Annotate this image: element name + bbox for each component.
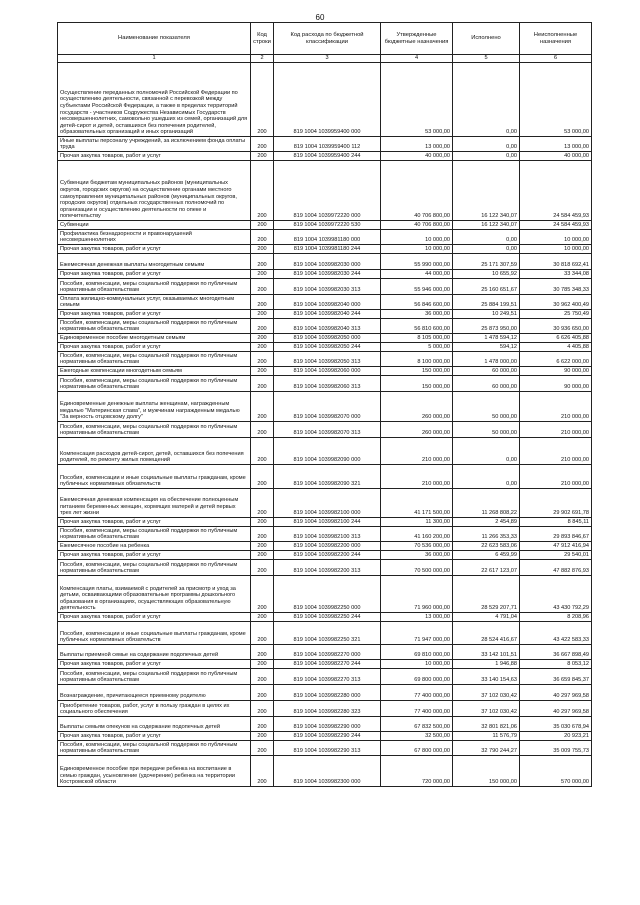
table-row xyxy=(58,756,592,787)
row-done: 33 140 154,63 xyxy=(453,669,520,685)
row-done: 32 790 244,27 xyxy=(453,741,520,756)
row-kbk: 819 1004 1039982290 244 xyxy=(274,732,381,741)
row-kbk: 819 1004 1039982300 000 xyxy=(274,756,381,787)
table-row xyxy=(58,660,592,669)
row-kbk: 819 1004 1039982030 244 xyxy=(274,270,381,279)
row-plan: 67 832 500,00 xyxy=(381,717,453,732)
row-code: 200 xyxy=(251,352,274,367)
row-plan: 40 706 800,00 xyxy=(381,221,453,230)
row-done: 0,00 xyxy=(453,245,520,254)
row-done: 4 791,04 xyxy=(453,613,520,622)
table-row xyxy=(58,152,592,161)
row-name: Профилактика безнадзорности и правонарушений несовершеннолетних xyxy=(58,230,251,245)
row-done: 150 000,00 xyxy=(453,756,520,787)
row-done: 28 529 207,71 xyxy=(453,576,520,613)
row-plan: 77 400 000,00 xyxy=(381,701,453,717)
table-row xyxy=(58,161,592,221)
table-row xyxy=(58,701,592,717)
row-done: 11 266 353,33 xyxy=(453,527,520,542)
row-code: 200 xyxy=(251,489,274,518)
row-name: Выплаты семьям опекунов на содержание подопечных детей xyxy=(58,717,251,732)
header-code: Код строки xyxy=(251,23,274,55)
row-code: 200 xyxy=(251,685,274,701)
row-rest: 10 000,00 xyxy=(520,245,592,254)
row-code: 200 xyxy=(251,319,274,334)
row-name: Компенсация платы, взимаемой с родителей за присмотр и уход за детьми, осваивающими образовательные программы дошкольного образования в организациях, осуществляющих образовательную деятельность xyxy=(58,576,251,613)
row-done: 50 000,00 xyxy=(453,422,520,438)
table-row xyxy=(58,576,592,613)
row-code: 200 xyxy=(251,701,274,717)
row-rest: 8 208,96 xyxy=(520,613,592,622)
table-row xyxy=(58,367,592,376)
row-code: 200 xyxy=(251,367,274,376)
table-row xyxy=(58,732,592,741)
row-plan: 77 400 000,00 xyxy=(381,685,453,701)
row-code: 200 xyxy=(251,551,274,560)
row-done: 1 478 594,12 xyxy=(453,334,520,343)
row-plan: 210 000,00 xyxy=(381,438,453,465)
row-name: Осуществление переданных полномочий Российской Федерации по осуществлению деятельности, связанной с перевозкой между субъектами Российской Федерации, а также в пределах территорий государств - участников Содружества Независимых Государств несовершеннолетних, самовольно ушедших из семей, организаций для детей-сирот и детей, оставшихся без попечения родителей, образовательных организаций и иных организаций xyxy=(58,63,251,137)
row-done: 11 576,79 xyxy=(453,732,520,741)
row-rest: 90 000,00 xyxy=(520,376,592,392)
row-kbk: 819 1004 1039982100 244 xyxy=(274,518,381,527)
header-row xyxy=(58,23,592,55)
row-done: 6 459,99 xyxy=(453,551,520,560)
row-name: Прочая закупка товаров, работ и услуг xyxy=(58,518,251,527)
row-done: 37 102 030,42 xyxy=(453,701,520,717)
row-rest: 29 893 846,67 xyxy=(520,527,592,542)
row-done: 25 884 199,51 xyxy=(453,295,520,310)
table-row xyxy=(58,319,592,334)
row-kbk: 819 1004 1039982280 323 xyxy=(274,701,381,717)
table-row xyxy=(58,669,592,685)
row-kbk: 819 1004 1039982050 000 xyxy=(274,334,381,343)
row-plan: 55 946 000,00 xyxy=(381,279,453,295)
page-number: 60 xyxy=(315,13,325,22)
row-rest: 8 845,11 xyxy=(520,518,592,527)
row-plan: 70 500 000,00 xyxy=(381,560,453,576)
row-plan: 36 000,00 xyxy=(381,310,453,319)
row-plan: 8 105 000,00 xyxy=(381,334,453,343)
row-done: 1 478 000,00 xyxy=(453,352,520,367)
row-name: Пособия, компенсации, меры социальной поддержки по публичным нормативным обязательствам xyxy=(58,527,251,542)
row-name: Пособия, компенсации, меры социальной поддержки по публичным нормативным обязательствам xyxy=(58,352,251,367)
row-rest: 10 000,00 xyxy=(520,230,592,245)
row-code: 200 xyxy=(251,542,274,551)
row-kbk: 819 1004 1039982060 313 xyxy=(274,376,381,392)
row-done: 16 122 340,07 xyxy=(453,161,520,221)
row-code: 200 xyxy=(251,622,274,645)
header-name: Наименование показателя xyxy=(58,23,251,55)
table-row xyxy=(58,489,592,518)
row-done: 0,00 xyxy=(453,152,520,161)
row-code: 200 xyxy=(251,613,274,622)
table-row xyxy=(58,279,592,295)
row-name: Пособия, компенсации, меры социальной поддержки по публичным нормативным обязательствам xyxy=(58,376,251,392)
row-kbk: 819 1004 1039972220 000 xyxy=(274,161,381,221)
row-rest: 40 297 969,58 xyxy=(520,685,592,701)
row-code: 200 xyxy=(251,422,274,438)
row-done: 0,00 xyxy=(453,137,520,152)
row-kbk: 819 1004 1039981180 000 xyxy=(274,230,381,245)
row-plan: 56 810 600,00 xyxy=(381,319,453,334)
row-rest: 36 667 898,49 xyxy=(520,645,592,660)
row-code: 200 xyxy=(251,660,274,669)
row-kbk: 819 1004 1039982200 244 xyxy=(274,551,381,560)
row-done: 0,00 xyxy=(453,465,520,489)
table-row xyxy=(58,613,592,622)
table-row xyxy=(58,343,592,352)
row-code: 200 xyxy=(251,527,274,542)
row-name: Прочая закупка товаров, работ и услуг xyxy=(58,310,251,319)
row-name: Пособия, компенсации, меры социальной поддержки по публичным нормативным обязательствам xyxy=(58,422,251,438)
row-name: Оплата жилищно-коммунальных услуг, оказываемых многодетным семьям xyxy=(58,295,251,310)
table-row xyxy=(58,245,592,254)
row-kbk: 819 1004 1039982200 000 xyxy=(274,542,381,551)
row-kbk: 819 1004 1039982070 313 xyxy=(274,422,381,438)
row-kbk: 819 1004 1039982060 000 xyxy=(274,367,381,376)
row-plan: 260 000,00 xyxy=(381,392,453,422)
row-rest: 35 009 755,73 xyxy=(520,741,592,756)
row-code: 200 xyxy=(251,376,274,392)
row-code: 200 xyxy=(251,560,274,576)
row-rest: 36 659 845,37 xyxy=(520,669,592,685)
row-code: 200 xyxy=(251,270,274,279)
row-code: 200 xyxy=(251,741,274,756)
row-kbk: 819 1004 1039972220 530 xyxy=(274,221,381,230)
row-name: Субвенции бюджетам муниципальных районов (муниципальных округов, городских округов) на осуществление органами местного самоуправления муниципальных районов (муниципальных округов, городских округов) отдельных государственных полномочий по организации и осуществлению деятельности по опеке и попечительству xyxy=(58,161,251,221)
row-code: 200 xyxy=(251,732,274,741)
row-code: 200 xyxy=(251,254,274,270)
table-row xyxy=(58,352,592,367)
column-number-row xyxy=(58,55,592,63)
row-rest: 30 962 400,49 xyxy=(520,295,592,310)
row-rest: 4 405,88 xyxy=(520,343,592,352)
row-done: 0,00 xyxy=(453,438,520,465)
row-kbk: 819 1004 1039982270 244 xyxy=(274,660,381,669)
row-code: 200 xyxy=(251,518,274,527)
row-plan: 53 000,00 xyxy=(381,63,453,137)
row-plan: 71 947 000,00 xyxy=(381,622,453,645)
table-row xyxy=(58,551,592,560)
row-plan: 44 000,00 xyxy=(381,270,453,279)
row-name: Пособия, компенсации и иные социальные выплаты гражданам, кроме публичных нормативных обязательств xyxy=(58,622,251,645)
row-kbk: 819 1004 1039982050 244 xyxy=(274,343,381,352)
row-plan: 8 100 000,00 xyxy=(381,352,453,367)
col-number: 2 xyxy=(251,55,274,63)
row-name: Ежемесячная денежная выплаты многодетным семьям xyxy=(58,254,251,270)
table-row xyxy=(58,376,592,392)
row-plan: 70 536 000,00 xyxy=(381,542,453,551)
col-number: 5 xyxy=(453,55,520,63)
row-name: Приобретение товаров, работ, услуг в пользу граждан в целях их социального обеспечения xyxy=(58,701,251,717)
row-code: 200 xyxy=(251,576,274,613)
table-row xyxy=(58,270,592,279)
row-name: Ежемесячная денежная компенсация на обеспечение полноценным питанием беременных женщин, кормящих матерей и детей первых трех лет жизни xyxy=(58,489,251,518)
row-done: 0,00 xyxy=(453,63,520,137)
row-kbk: 819 1004 1039982090 321 xyxy=(274,465,381,489)
row-done: 11 268 808,22 xyxy=(453,489,520,518)
table-row xyxy=(58,717,592,732)
row-plan: 56 846 600,00 xyxy=(381,295,453,310)
row-kbk: 819 1004 1039982040 000 xyxy=(274,295,381,310)
row-plan: 150 000,00 xyxy=(381,376,453,392)
row-name: Пособия, компенсации, меры социальной поддержки по публичным нормативным обязательствам xyxy=(58,560,251,576)
row-rest: 30 818 692,41 xyxy=(520,254,592,270)
table-row xyxy=(58,310,592,319)
row-rest: 40 000,00 xyxy=(520,152,592,161)
row-kbk: 819 1004 1039982250 244 xyxy=(274,613,381,622)
row-code: 200 xyxy=(251,279,274,295)
row-code: 200 xyxy=(251,230,274,245)
row-kbk: 819 1004 1039959400 244 xyxy=(274,152,381,161)
row-rest: 35 030 678,94 xyxy=(520,717,592,732)
row-rest: 13 000,00 xyxy=(520,137,592,152)
row-plan: 5 000,00 xyxy=(381,343,453,352)
row-code: 200 xyxy=(251,717,274,732)
row-kbk: 819 1004 1039982030 313 xyxy=(274,279,381,295)
row-kbk: 819 1004 1039982090 000 xyxy=(274,438,381,465)
row-name: Ежемесячное пособие на ребенка xyxy=(58,542,251,551)
row-plan: 40 706 800,00 xyxy=(381,161,453,221)
row-rest: 29 540,01 xyxy=(520,551,592,560)
row-done: 60 000,00 xyxy=(453,376,520,392)
row-rest: 47 912 416,94 xyxy=(520,542,592,551)
row-plan: 55 990 000,00 xyxy=(381,254,453,270)
row-plan: 67 800 000,00 xyxy=(381,741,453,756)
col-number: 4 xyxy=(381,55,453,63)
row-plan: 41 171 500,00 xyxy=(381,489,453,518)
row-rest: 43 422 583,33 xyxy=(520,622,592,645)
row-plan: 69 800 000,00 xyxy=(381,669,453,685)
row-name: Вознаграждение, причитающееся приемному родителю xyxy=(58,685,251,701)
row-rest: 40 297 969,58 xyxy=(520,701,592,717)
table-row xyxy=(58,137,592,152)
row-name: Прочая закупка товаров, работ и услуг xyxy=(58,551,251,560)
row-name: Пособия, компенсации, меры социальной поддержки по публичным нормативным обязательствам xyxy=(58,279,251,295)
table-row xyxy=(58,685,592,701)
row-name: Прочая закупка товаров, работ и услуг xyxy=(58,613,251,622)
row-name: Прочая закупка товаров, работ и услуг xyxy=(58,152,251,161)
header-rest: Неисполненные назначения xyxy=(520,23,592,55)
table-row xyxy=(58,622,592,645)
row-name: Субвенции xyxy=(58,221,251,230)
table-row xyxy=(58,645,592,660)
table-row xyxy=(58,438,592,465)
table-row xyxy=(58,392,592,422)
row-done: 28 524 416,67 xyxy=(453,622,520,645)
table-row xyxy=(58,221,592,230)
table-row xyxy=(58,295,592,310)
row-done: 37 102 030,42 xyxy=(453,685,520,701)
row-name: Ежегодные компенсации многодетным семьям xyxy=(58,367,251,376)
row-done: 16 122 340,07 xyxy=(453,221,520,230)
row-kbk: 819 1004 1039982050 313 xyxy=(274,352,381,367)
row-plan: 13 000,00 xyxy=(381,613,453,622)
row-code: 200 xyxy=(251,63,274,137)
row-done: 25 171 307,59 xyxy=(453,254,520,270)
row-name: Прочая закупка товаров, работ и услуг xyxy=(58,245,251,254)
row-plan: 720 000,00 xyxy=(381,756,453,787)
row-code: 200 xyxy=(251,161,274,221)
table-row xyxy=(58,560,592,576)
table-row xyxy=(58,422,592,438)
row-kbk: 819 1004 1039982040 244 xyxy=(274,310,381,319)
row-done: 10 655,92 xyxy=(453,270,520,279)
row-code: 200 xyxy=(251,152,274,161)
row-plan: 10 000,00 xyxy=(381,230,453,245)
table-row xyxy=(58,230,592,245)
row-kbk: 819 1004 1039982070 000 xyxy=(274,392,381,422)
row-kbk: 819 1004 1039981180 244 xyxy=(274,245,381,254)
row-rest: 210 000,00 xyxy=(520,392,592,422)
table-row xyxy=(58,542,592,551)
row-code: 200 xyxy=(251,645,274,660)
row-code: 200 xyxy=(251,334,274,343)
row-name: Прочая закупка товаров, работ и услуг xyxy=(58,343,251,352)
row-done: 33 142 101,51 xyxy=(453,645,520,660)
row-done: 2 454,89 xyxy=(453,518,520,527)
row-plan: 10 000,00 xyxy=(381,245,453,254)
row-done: 22 623 583,06 xyxy=(453,542,520,551)
row-kbk: 819 1004 1039982030 000 xyxy=(274,254,381,270)
row-plan: 260 000,00 xyxy=(381,422,453,438)
row-code: 200 xyxy=(251,343,274,352)
row-rest: 20 923,21 xyxy=(520,732,592,741)
row-plan: 41 160 200,00 xyxy=(381,527,453,542)
row-kbk: 819 1004 1039982290 000 xyxy=(274,717,381,732)
row-code: 200 xyxy=(251,245,274,254)
header-plan: Утвержденные бюджетные назначения xyxy=(381,23,453,55)
row-kbk: 819 1004 1039959400 000 xyxy=(274,63,381,137)
row-kbk: 819 1004 1039982280 000 xyxy=(274,685,381,701)
col-number: 3 xyxy=(274,55,381,63)
row-rest: 25 750,49 xyxy=(520,310,592,319)
row-plan: 40 000,00 xyxy=(381,152,453,161)
row-rest: 8 053,12 xyxy=(520,660,592,669)
row-rest: 210 000,00 xyxy=(520,422,592,438)
row-done: 60 000,00 xyxy=(453,367,520,376)
table-row xyxy=(58,465,592,489)
row-rest: 47 882 876,93 xyxy=(520,560,592,576)
row-name: Единовременное пособие при передаче ребенка на воспитание в семью граждан, усыновление (удочерение) ребенка на территории Костромской области xyxy=(58,756,251,787)
row-rest: 29 902 691,78 xyxy=(520,489,592,518)
row-done: 50 000,00 xyxy=(453,392,520,422)
table-row xyxy=(58,254,592,270)
table-row xyxy=(58,527,592,542)
budget-execution-table xyxy=(57,22,592,787)
row-rest: 90 000,00 xyxy=(520,367,592,376)
row-rest: 210 000,00 xyxy=(520,438,592,465)
row-rest: 6 622 000,00 xyxy=(520,352,592,367)
row-done: 10 249,51 xyxy=(453,310,520,319)
row-kbk: 819 1004 1039982100 313 xyxy=(274,527,381,542)
row-done: 25 873 950,00 xyxy=(453,319,520,334)
row-rest: 30 785 348,33 xyxy=(520,279,592,295)
row-code: 200 xyxy=(251,756,274,787)
row-kbk: 819 1004 1039982040 313 xyxy=(274,319,381,334)
table-row xyxy=(58,741,592,756)
row-rest: 6 626 405,88 xyxy=(520,334,592,343)
table-row xyxy=(58,334,592,343)
row-done: 0,00 xyxy=(453,230,520,245)
row-kbk: 819 1004 1039982290 313 xyxy=(274,741,381,756)
row-code: 200 xyxy=(251,310,274,319)
row-code: 200 xyxy=(251,295,274,310)
row-code: 200 xyxy=(251,221,274,230)
row-rest: 30 936 650,00 xyxy=(520,319,592,334)
row-name: Прочая закупка товаров, работ и услуг xyxy=(58,732,251,741)
row-done: 22 617 123,07 xyxy=(453,560,520,576)
row-kbk: 819 1004 1039982270 000 xyxy=(274,645,381,660)
row-rest: 24 584 459,93 xyxy=(520,161,592,221)
row-kbk: 819 1004 1039959400 112 xyxy=(274,137,381,152)
row-kbk: 819 1004 1039982250 321 xyxy=(274,622,381,645)
row-rest: 210 000,00 xyxy=(520,465,592,489)
table-row xyxy=(58,63,592,137)
row-name: Прочая закупка товаров, работ и услуг xyxy=(58,270,251,279)
row-plan: 10 000,00 xyxy=(381,660,453,669)
row-name: Пособия, компенсации, меры социальной поддержки по публичным нормативным обязательствам xyxy=(58,669,251,685)
row-name: Прочая закупка товаров, работ и услуг xyxy=(58,660,251,669)
row-rest: 53 000,00 xyxy=(520,63,592,137)
row-rest: 43 430 792,29 xyxy=(520,576,592,613)
row-done: 32 801 821,06 xyxy=(453,717,520,732)
col-number: 6 xyxy=(520,55,592,63)
row-code: 200 xyxy=(251,465,274,489)
table-row xyxy=(58,518,592,527)
row-code: 200 xyxy=(251,669,274,685)
row-name: Компенсация расходов детей-сирот, детей, оставшихся без попечения родителей, по ремонту жилых помещений xyxy=(58,438,251,465)
row-plan: 36 000,00 xyxy=(381,551,453,560)
header-done: Исполнено xyxy=(453,23,520,55)
col-number: 1 xyxy=(58,55,251,63)
row-name: Иные выплаты персоналу учреждений, за исключением фонда оплаты труда xyxy=(58,137,251,152)
row-plan: 11 300,00 xyxy=(381,518,453,527)
row-code: 200 xyxy=(251,438,274,465)
row-code: 200 xyxy=(251,392,274,422)
row-plan: 210 000,00 xyxy=(381,465,453,489)
row-plan: 69 810 000,00 xyxy=(381,645,453,660)
header-kbk: Код расхода по бюджетной классификации xyxy=(274,23,381,55)
row-kbk: 819 1004 1039982270 313 xyxy=(274,669,381,685)
row-name: Пособия, компенсации, меры социальной поддержки по публичным нормативным обязательствам xyxy=(58,319,251,334)
row-done: 1 946,88 xyxy=(453,660,520,669)
row-name: Выплаты приемной семье на содержание подопечных детей xyxy=(58,645,251,660)
row-name: Единовременное пособие многодетным семьям xyxy=(58,334,251,343)
row-plan: 71 960 000,00 xyxy=(381,576,453,613)
row-kbk: 819 1004 1039982250 000 xyxy=(274,576,381,613)
row-name: Пособия, компенсации, меры социальной поддержки по публичным нормативным обязательствам xyxy=(58,741,251,756)
row-plan: 13 000,00 xyxy=(381,137,453,152)
row-name: Пособия, компенсации и иные социальные выплаты гражданам, кроме публичных нормативных обязательств xyxy=(58,465,251,489)
row-plan: 150 000,00 xyxy=(381,367,453,376)
row-rest: 570 000,00 xyxy=(520,756,592,787)
row-code: 200 xyxy=(251,137,274,152)
row-kbk: 819 1004 1039982200 313 xyxy=(274,560,381,576)
row-name: Единовременные денежные выплаты женщинам, награжденным медалью "Материнская слава", и мужчинам награжденным медалью "За верность отцовскому долгу" xyxy=(58,392,251,422)
row-kbk: 819 1004 1039982100 000 xyxy=(274,489,381,518)
row-rest: 33 344,08 xyxy=(520,270,592,279)
row-done: 594,12 xyxy=(453,343,520,352)
row-rest: 24 584 459,93 xyxy=(520,221,592,230)
row-plan: 32 500,00 xyxy=(381,732,453,741)
row-done: 25 160 651,67 xyxy=(453,279,520,295)
